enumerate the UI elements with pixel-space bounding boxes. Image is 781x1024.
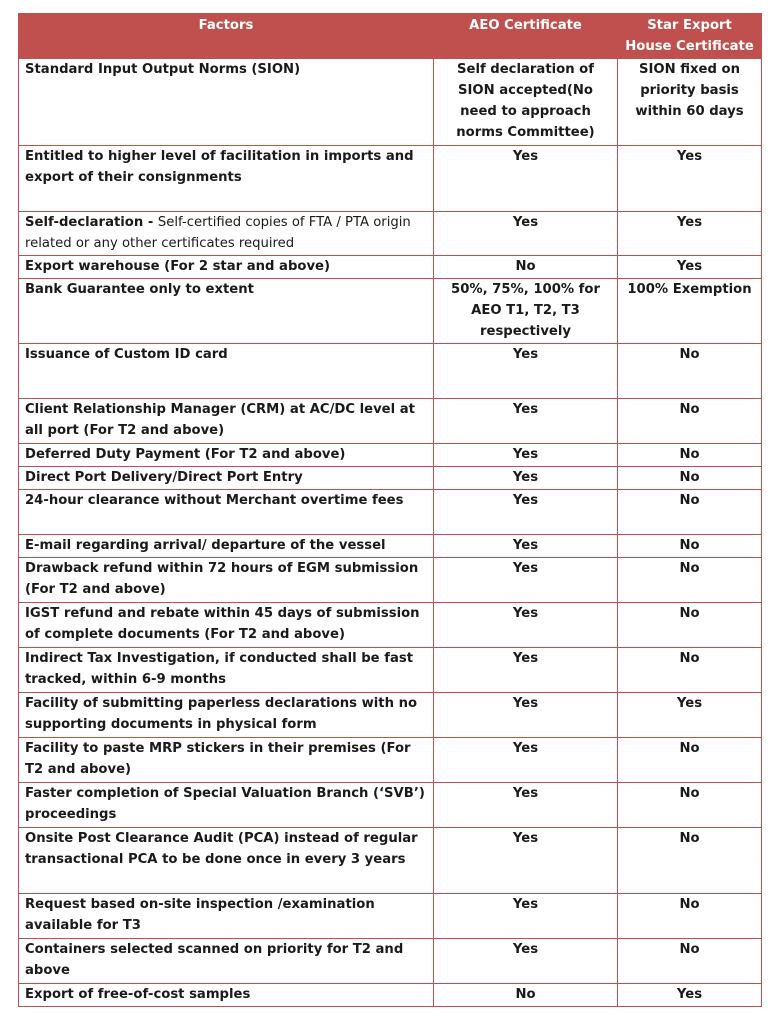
factor-cell: Indirect Tax Investigation, if conducted shall be fast tracked, within 6-9 months [19,648,434,693]
factor-cell: Issuance of Custom ID card [19,344,434,399]
star-value-cell: 100% Exemption [618,279,762,344]
table-row [19,59,762,146]
factor-cell: Faster completion of Special Valuation Branch (‘SVB’) proceedings [19,783,434,828]
table-row [19,558,762,603]
star-value-cell: SION fixed on priority basis within 60 days [618,59,762,146]
star-value-cell: No [618,399,762,444]
factor-cell: Standard Input Output Norms (SION) [19,59,434,146]
aeo-value-cell: Yes [434,490,618,535]
aeo-value-cell: Yes [434,828,618,894]
factor-cell: Drawback refund within 72 hours of EGM submission (For T2 and above) [19,558,434,603]
table-row [19,648,762,693]
star-value-cell: No [618,648,762,693]
factor-cell: Request based on-site inspection /examination available for T3 [19,894,434,939]
star-value-cell: No [618,535,762,558]
table-row [19,783,762,828]
table-row [19,490,762,535]
factor-cell: Export warehouse (For 2 star and above) [19,256,434,279]
aeo-value-cell: Yes [434,783,618,828]
aeo-value-cell: Yes [434,444,618,467]
aeo-value-cell: Yes [434,738,618,783]
header-factors: Factors [19,14,434,59]
star-value-cell: Yes [618,256,762,279]
factor-cell: E-mail regarding arrival/ departure of the vessel [19,535,434,558]
table-row [19,146,762,212]
aeo-value-cell: No [434,984,618,1007]
star-value-cell: Yes [618,212,762,256]
star-value-cell: Yes [618,146,762,212]
factor-cell: Facility of submitting paperless declarations with no supporting documents in physical form [19,693,434,738]
factor-cell: 24-hour clearance without Merchant overtime fees [19,490,434,535]
aeo-value-cell: No [434,256,618,279]
factor-cell: IGST refund and rebate within 45 days of submission of complete documents (For T2 and above) [19,603,434,648]
header-row [19,14,762,59]
factor-cell: Entitled to higher level of facilitation in imports and export of their consignments [19,146,434,212]
aeo-value-cell: Yes [434,399,618,444]
comparison-table [18,13,762,1007]
table-row [19,738,762,783]
aeo-value-cell: Yes [434,212,618,256]
aeo-value-cell: Yes [434,344,618,399]
factor-cell [19,212,434,256]
aeo-value-cell: Yes [434,693,618,738]
star-value-cell: No [618,558,762,603]
star-value-cell: No [618,783,762,828]
table-row [19,828,762,894]
table-row [19,603,762,648]
star-value-cell: No [618,738,762,783]
table-row [19,939,762,984]
table-row [19,984,762,1007]
factor-label-bold: Self-declaration - [25,215,158,230]
table-row [19,279,762,344]
aeo-value-cell: Yes [434,558,618,603]
aeo-value-cell: Yes [434,467,618,490]
table-row [19,256,762,279]
factor-cell: Containers selected scanned on priority for T2 and above [19,939,434,984]
factor-cell: Facility to paste MRP stickers in their premises (For T2 and above) [19,738,434,783]
factor-cell: Direct Port Delivery/Direct Port Entry [19,467,434,490]
star-value-cell: No [618,344,762,399]
star-value-cell: No [618,828,762,894]
table-row [19,399,762,444]
table-row [19,344,762,399]
aeo-value-cell: 50%, 75%, 100% for AEO T1, T2, T3 respectively [434,279,618,344]
star-value-cell: Yes [618,984,762,1007]
table-row [19,212,762,256]
star-value-cell: No [618,444,762,467]
header-aeo-certificate: AEO Certificate [434,14,618,59]
aeo-value-cell: Yes [434,939,618,984]
factor-label: Self-certified copies of FTA / PTA origin related or any other certificates required [25,215,411,251]
aeo-value-cell: Yes [434,146,618,212]
star-value-cell: Yes [618,693,762,738]
table-row [19,535,762,558]
header-star-export-house: Star Export House Certificate [618,14,762,59]
star-value-cell: No [618,467,762,490]
star-value-cell: No [618,894,762,939]
table-row [19,444,762,467]
table-row [19,894,762,939]
star-value-cell: No [618,490,762,535]
star-value-cell: No [618,603,762,648]
table-row [19,693,762,738]
star-value-cell: No [618,939,762,984]
factor-cell: Client Relationship Manager (CRM) at AC/DC level at all port (For T2 and above) [19,399,434,444]
table-row [19,467,762,490]
aeo-value-cell: Yes [434,894,618,939]
factor-cell: Deferred Duty Payment (For T2 and above) [19,444,434,467]
factor-cell: Export of free-of-cost samples [19,984,434,1007]
factor-cell: Onsite Post Clearance Audit (PCA) instead of regular transactional PCA to be done once in every 3 years [19,828,434,894]
aeo-value-cell: Yes [434,535,618,558]
aeo-value-cell: Yes [434,648,618,693]
factor-cell: Bank Guarantee only to extent [19,279,434,344]
aeo-value-cell: Yes [434,603,618,648]
aeo-value-cell: Self declaration of SION accepted(No need to approach norms Committee) [434,59,618,146]
